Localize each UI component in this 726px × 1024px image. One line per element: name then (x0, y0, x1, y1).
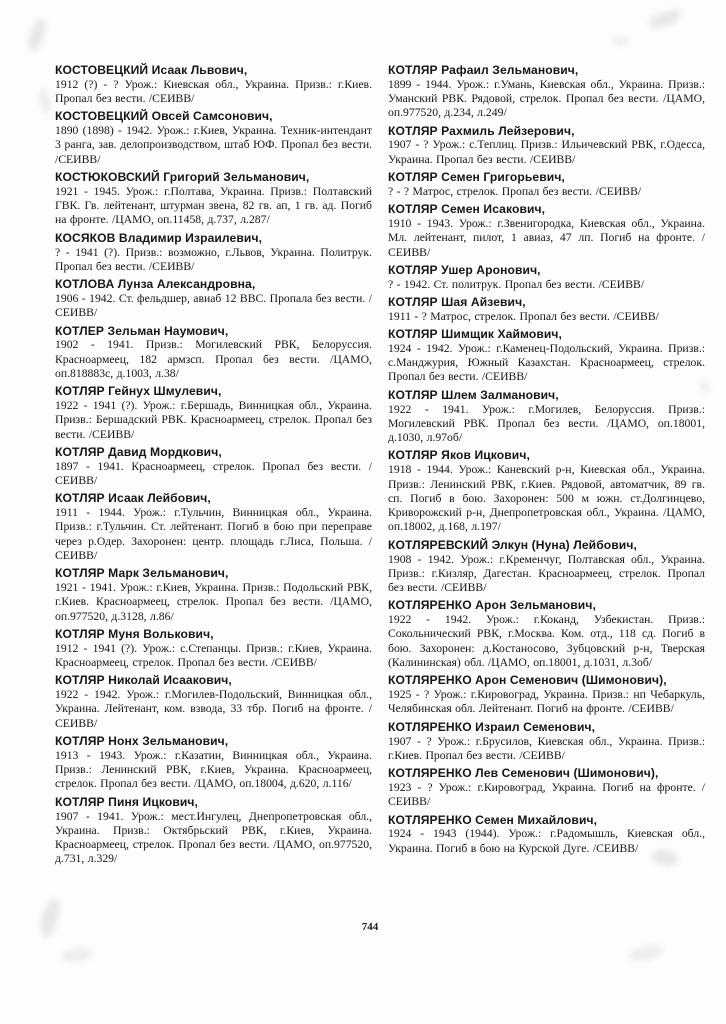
memorial-entry (388, 263, 705, 292)
scan-artifact (627, 942, 665, 964)
memorial-entry (388, 766, 705, 809)
scan-artifact (647, 7, 684, 32)
entry-person-name: КОТЛЯР Давид Мордкович, (55, 444, 222, 459)
memorial-entry (388, 673, 705, 716)
entry-person-name: КОТЛЯР Семен Исакович, (388, 202, 546, 217)
entry-person-name: КОТЛЯР Семен Григорьевич, (388, 170, 565, 185)
entry-person-name: КОТЛЯР Гейнух Шмулевич, (55, 384, 222, 399)
memorial-entry (55, 277, 372, 320)
entry-details: 1921 - 1945. Урож.: г.Полтава, Украина. Призв.: Полтавский ГВК. Гв. лейтенант, штурман звена, 82 гв. ап, 1 гв. ад. Погиб на фронте. /ЦАМО, оп.11458, д.737, л.287/ (55, 184, 372, 227)
entry-details: 1924 - 1942. Урож.: г.Каменец-Подольский, Украина. Призв.: с.Манджурия, Южный Казахстан. Красноармеец, стрелок. Пропал без вести. /СЕИВВ/ (388, 341, 705, 384)
entry-details: 1899 - 1944. Урож.: г.Умань, Киевская обл., Украина. Призв.: Уманский РВК. Рядовой, стрелок. Пропал без вести. /ЦАМО, оп.977520, д.234, л.249/ (388, 77, 705, 120)
entry-details: 1902 - 1941. Призв.: Могилевский РВК, Белоруссия. Красноармеец, 182 армзсп. Пропал без вести. /ЦАМО, оп.818883с, д.1003, л.38/ (55, 338, 372, 380)
entry-person-name: КОТЛЯР Нонх Зельманович, (55, 734, 229, 749)
entry-person-name: КОТЛЯР Шлем Залманович, (388, 387, 559, 402)
scan-artifact (61, 946, 93, 964)
memorial-entry (55, 673, 372, 731)
entry-person-name: КОТЛЯРЕНКО Семен Михайлович, (388, 812, 598, 827)
entry-details: 1923 - ? Урож.: г.Кировоград, Украина. Погиб на фронте. /СЕИВВ/ (388, 780, 705, 809)
memorial-entry (55, 445, 372, 488)
entry-details: 1911 - 1944. Урож.: г.Тульчин, Винницкая обл., Украина. Призв.: г.Тульчин. Ст. лейтенант. Погиб в бою при переправе через р.Одер. Захоронен: центр. площадь г.Лиса, Польша. /СЕИВВ/ (55, 506, 372, 562)
memorial-entry (55, 231, 372, 274)
entry-details: 1918 - 1944. Урож.: Каневский р-н, Киевская обл., Украина. Призв.: Ленинский РВК, г.Киев. Рядовой, автоматчик, 89 гв. сп. Погиб в бою. Захоронен: 500 м южн. ст.Долгинцево, Криворожский р-н, Днепропетровская обл., Украина. /ЦАМО, оп.18002, д.168, л.197/ (388, 463, 705, 534)
entry-details: 1912 (?) - ? Урож.: Киевская обл., Украина. Призв.: г.Киев. Пропал без вести. /СЕИВВ/ (55, 77, 372, 106)
entry-person-name: КОТЛЯР Рафаил Зельманович, (388, 63, 579, 77)
memorial-entry (388, 63, 705, 121)
entry-person-name: КОТЛЯР Яков Ицкович, (388, 448, 530, 463)
entry-details: 1922 - 1941. Урож.: г.Могилев, Белоруссия. Призв.: Могилевский РВК. Пропал без вести. /ЦАМО, оп.18001, д.1030, л.97об/ (388, 402, 705, 445)
memorial-entry (55, 384, 372, 442)
right-column (388, 63, 705, 870)
entry-details: 1890 (1898) - 1942. Урож.: г.Киев, Украина. Техник-интендант 3 ранга, зав. делопроизводством, штаб ЮФ. Пропал без вести. /СЕИВВ/ (55, 124, 372, 166)
memorial-entry (55, 491, 372, 563)
memorial-entry (55, 324, 372, 382)
memorial-entry (388, 448, 705, 534)
entry-person-name: КОТЛЯР Шимщик Хаймович, (388, 327, 563, 342)
entry-details: 1922 - 1941 (?). Урож.: г.Бершадь, Винницкая обл., Украина. Призв.: Бершадский РВК. Красноармеец, стрелок. Пропал без вести. /СЕИВВ/ (55, 399, 372, 441)
entry-person-name: КОТЛОВА Лунза Александровна, (55, 277, 256, 292)
memorial-entry (388, 813, 705, 856)
entry-details: 1906 - 1942. Ст. фельдшер, авиаб 12 ВВС. Пропала без вести. /СЕИВВ/ (55, 291, 372, 320)
memorial-entry (388, 538, 705, 596)
scan-artifact (612, 36, 630, 46)
entry-details: ? - 1941 (?). Призв.: возможно, г.Львов, Украина. Политрук. Пропал без вести. /СЕИВВ/ (55, 245, 372, 273)
entry-person-name: КОТЛЯР Рахмиль Лейзерович, (388, 123, 575, 138)
entry-person-name: КОСТЮКОВСКИЙ Григорий Зельманович, (55, 170, 310, 185)
memorial-entry (55, 734, 372, 792)
entry-details: 1908 - 1942. Урож.: г.Кременчуг, Полтавская обл., Украина. Призв.: г.Кизляр, Дагестан. Красноармеец, стрелок. Пропал без вести. /СЕИВВ/ (388, 552, 705, 595)
memorial-entry (388, 327, 705, 385)
entry-person-name: КОТЛЯРЕНКО Израил Семенович, (388, 719, 596, 734)
entry-person-name: КОТЛЯР Ушер Аронович, (388, 262, 541, 277)
memorial-entry (388, 124, 705, 167)
entry-person-name: КОТЛЯР Марк Зельманович, (55, 566, 229, 581)
memorial-entry (388, 720, 705, 763)
entry-details: 1922 - 1942. Урож.: г.Могилев-Подольский, Винницкая обл., Украина. Лейтенант, ком. взвода, 33 тбр. Погиб на фронте. /СЕИВВ/ (55, 688, 372, 730)
entry-details: ? - ? Матрос, стрелок. Пропал без вести. /СЕИВВ/ (388, 184, 642, 198)
entry-person-name: КОТЛЯРЕНКО Арон Семенович (Шимонович), (388, 673, 667, 688)
entry-person-name: КОТЛЯРЕНКО Арон Зельманович, (388, 598, 596, 613)
left-column (55, 63, 372, 870)
memorial-entry (55, 109, 372, 167)
entry-person-name: КОСЯКОВ Владимир Израилевич, (55, 230, 263, 245)
entry-details: 1907 - ? Урож.: с.Теплиц. Призв.: Ильичевский РВК, г.Одесса, Украина. Пропал без вести. /СЕИВВ/ (388, 138, 705, 166)
entry-person-name: КОТЛЯР Пиня Ицкович, (55, 794, 198, 809)
entry-person-name: КОТЛЯРЕВСКИЙ Элкун (Нуна) Лейбович, (388, 537, 637, 552)
memorial-entry (55, 566, 372, 624)
memorial-entry (55, 795, 372, 867)
entry-person-name: КОТЛЯРЕНКО Лев Семенович (Шимонович), (388, 766, 659, 781)
memorial-entry (55, 170, 372, 228)
memorial-entry (388, 598, 705, 670)
entry-person-name: КОТЛЕР Зельман Наумович, (55, 323, 229, 338)
entry-details: 1921 - 1941. Урож.: г.Киев, Украина. Призв.: Подольский РВК, г.Киев. Красноармеец, стрелок. Пропал без вести. /ЦАМО, оп.977520, д.3128, л.86/ (55, 581, 372, 623)
scan-artifact (37, 87, 52, 115)
text-columns (55, 63, 705, 870)
entry-person-name: КОСТОВЕЦКИЙ Исаак Львович, (55, 63, 248, 77)
entry-details: 1907 - 1941. Урож.: мест.Ингулец, Днепропетровская обл., Украина. Призв.: Октябрьский РВК, г.Киев, Украина. Красноармеец, стрелок. Пропал без вести. /ЦАМО, оп.977520, д.731, л.329/ (55, 809, 372, 866)
memorial-entry (55, 627, 372, 670)
scan-artifact (25, 17, 49, 54)
entry-details: ? - 1942. Ст. политрук. Пропал без вести. /СЕИВВ/ (388, 277, 645, 291)
entry-details: 1911 - ? Матрос, стрелок. Пропал без вести. /СЕИВВ/ (388, 309, 659, 323)
entry-person-name: КОТЛЯР Николай Исаакович, (55, 673, 232, 688)
entry-details: 1907 - ? Урож.: г.Брусилов, Киевская обл., Украина. Призв.: г.Киев. Пропал без вести. /СЕИВВ/ (388, 734, 705, 762)
page-number: 744 (361, 921, 379, 933)
memorial-entry (388, 202, 705, 260)
entry-details: 1897 - 1941. Красноармеец, стрелок. Пропал без вести. /СЕИВВ/ (55, 459, 372, 488)
entry-details: 1910 - 1943. Урож.: г.Звенигородка, Киевская обл., Украина. Мл. лейтенант, пилот, 1 авиаз, 47 лп. Погиб на фронте. /СЕИВВ/ (388, 216, 705, 259)
memorial-entry (388, 170, 705, 199)
entry-details: 1924 - 1943 (1944). Урож.: г.Радомышль, Киевская обл., Украина. Погиб в бою на Курской Дуге. /СЕИВВ/ (388, 827, 705, 855)
entry-details: 1913 - 1943. Урож.: г.Казатин, Винницкая обл., Украина. Призв.: Ленинский РВК, г.Киев, Украина. Красноармеец, стрелок. Пропал без вести. /ЦАМО, оп.18004, д.620, л.116/ (55, 748, 372, 791)
memorial-entry (55, 63, 372, 106)
memorial-entry (388, 295, 705, 324)
entry-details: 1912 - 1941 (?). Урож.: с.Степанцы. Призв.: г.Киев, Украина. Красноармеец, стрелок. Пропал без вести. /СЕИВВ/ (55, 641, 372, 670)
entry-person-name: КОТЛЯР Шая Айзевич, (388, 294, 526, 309)
entry-details: 1925 - ? Урож.: г.Кировоград, Украина. Призв.: нп Чебаркуль, Челябинская обл. Лейтенант. Погиб на фронте. /СЕИВВ/ (388, 688, 705, 716)
entry-details: 1922 - 1942. Урож.: г.Коканд, Узбекистан. Призв.: Сокольнический РВК, г.Москва. Ком. отд., 118 сд. Погиб в бою. Захоронен: д.Костаносово, Зубцовский р-н, Тверская (Калининская) обл. /ЦАМО, оп.18001, д.1031, л.3об/ (388, 613, 705, 670)
entry-person-name: КОТЛЯР Муня Волькович, (55, 626, 214, 641)
entry-person-name: КОСТОВЕЦКИЙ Овсей Самсонович, (55, 109, 273, 124)
memorial-entry (388, 388, 705, 446)
entry-person-name: КОТЛЯР Исаак Лейбович, (55, 491, 211, 506)
